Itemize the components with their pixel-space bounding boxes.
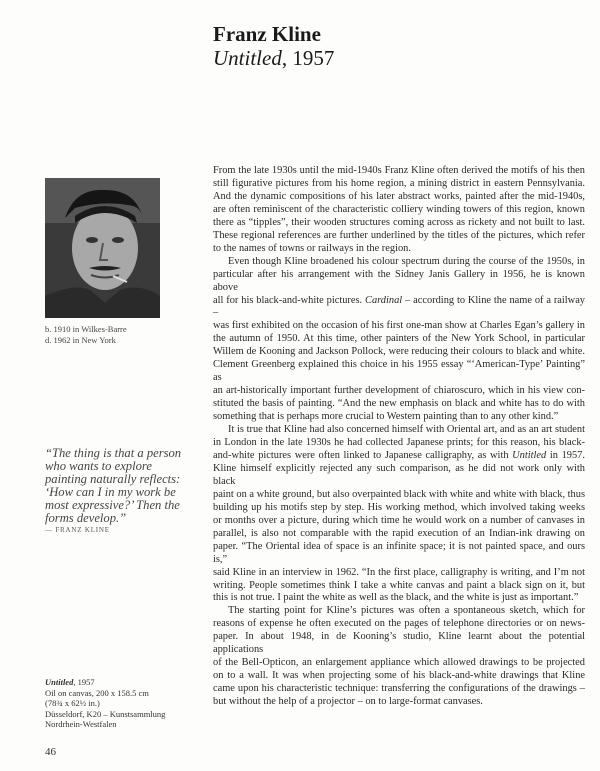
text-line: to the names of towns or railways in the region. [213, 242, 411, 254]
text-line: of the Bell-Opticon, an enlargement appliance which allowed drawings to be projected [213, 657, 585, 669]
work-title-year: , 1957 [281, 46, 335, 70]
text-line: all for his black-and-white pictures. Cardinal – according to Kline the name of a railway – [213, 294, 585, 319]
caption-medium: Oil on canvas, 200 x 158.5 cm [45, 687, 149, 698]
text-line: are often reminiscent of the characteristic colliery winding towers of this region, known [213, 203, 585, 215]
text-line: this is not true. I paint the white as well as the black, and the white is just as important.” [213, 592, 579, 604]
body-paragraph [213, 256, 585, 424]
caption-location: Düsseldorf, K20 – Kunstsammlung [45, 708, 166, 719]
text-line: still figurative pictures from his home region, a mining district in eastern Pennsylvania. [213, 177, 585, 189]
caption-year: , 1957 [73, 677, 95, 687]
text-line: Willem de Kooning and Jackson Pollock, were reducing their colours to black and white. [213, 346, 585, 358]
text-line: was first exhibited on the occasion of his first one-man show at Charles Egan’s gallery in [213, 320, 585, 332]
text-line: reasons of expense he often executed on the pages of telephone directories or on news- [213, 618, 585, 630]
text-line: and-white pictures were often linked to Japanese calligraphy, as with Untitled in 1957. [213, 449, 585, 461]
artwork-caption [45, 677, 165, 730]
text-line: on to a wall. It was when projecting some of his black-and-white drawings that Kline [213, 670, 585, 682]
text-line: These regional references are further underlined by the titles of the pictures, which refer [213, 229, 585, 241]
death-info: d. 1962 in New York [45, 334, 116, 345]
caption-dimensions: (78¾ x 62½ in.) [45, 698, 100, 709]
artist-bio [45, 324, 127, 345]
text-line: or months over a picture, during which time he would work on a number of canvases in [213, 514, 585, 526]
text-line: Kline himself explicitly rejected any such comparison, as he did not work only with black [213, 462, 585, 487]
text-line: parallel, is also not comparable with the rapid execution of an Indian-ink drawing on [213, 527, 585, 539]
text-line: It is true that Kline had also concerned himself with Oriental art, and as an art student [228, 424, 585, 436]
text-line: the autumn of 1950. At this time, other painters of the New York School, in particular [213, 333, 585, 345]
text-line: paper. “The Oriental idea of space is an infinite space; it is not painted space, and ours is,” [213, 540, 585, 565]
text-line: building up his motifs step by step. His working method, which involved taking weeks [213, 501, 585, 513]
text-line: Clement Greenberg explained this choice in his 1955 essay “‘American-Type’ Painting” as [213, 359, 585, 384]
work-title-name: Untitled [213, 46, 282, 70]
caption-title: Untitled [45, 677, 74, 687]
caption-title-line [45, 677, 165, 688]
text-line: stituted the basis of painting. “And the new emphasis on black and white has to do with [213, 398, 585, 410]
text-line: something that is perhaps more crucial to Western painting than to any other kind.” [213, 411, 559, 423]
text-line: From the late 1930s until the mid-1940s Franz Kline often derived the motifs of his then [213, 165, 585, 176]
caption-location-2: Nordrhein-Westfalen [45, 719, 117, 730]
text-line: And the dynamic compositions of his later abstract works, painted after the mid-1940s, [213, 190, 585, 202]
text-line: came upon his characteristic technique: transferring the configurations of the drawings – [213, 683, 585, 695]
text-line: particular after his arrangement with the Sidney Janis Gallery in 1956, he is known above [213, 268, 585, 293]
artist-portrait-photo [45, 178, 160, 318]
text-line: but without the help of a projector – on to large-format canvases. [213, 696, 483, 708]
text-line: in London in the late 1930s he had collected Japanese prints; for this reason, his black- [213, 437, 585, 449]
body-paragraph [213, 605, 585, 709]
text-line: Even though Kline broadened his colour spectrum during the course of the 1950s, in [228, 255, 585, 267]
text-line: there as “tipples”, their wooden structures coming across as rickety and not built to last. [213, 216, 585, 228]
body-paragraph [213, 165, 585, 256]
text-line: writing. People sometimes think I take a white canvas and paint a black sign on it, but [213, 579, 585, 591]
body-paragraph [213, 424, 585, 605]
work-title [213, 46, 334, 71]
text-line: paint on a white ground, but also overpainted black with white and white with black, thus [213, 488, 585, 500]
text-line: an art-historically important further development of chiaroscuro, which in his view con- [213, 385, 585, 397]
pull-quote: “The thing is that a person who wants to explore painting naturally reflects: ‘How can I in my work be most expressive?’ Then the forms develop.” [45, 446, 182, 525]
text-line: paper. In about 1948, in de Kooning’s studio, Kline learnt about the potential applications [213, 631, 585, 656]
artist-name: Franz Kline [213, 22, 321, 46]
birth-info: b. 1910 in Wilkes-Barre [45, 324, 127, 334]
body-text [213, 165, 585, 709]
text-line: said Kline in an interview in 1962. “In the first place, calligraphy is writing, and I’m not [213, 566, 585, 578]
page-number: 46 [45, 746, 56, 758]
quote-attribution: — FRANZ KLINE [45, 526, 110, 534]
text-line: The starting point for Kline’s pictures was often a spontaneous sketch, which for [228, 605, 585, 617]
